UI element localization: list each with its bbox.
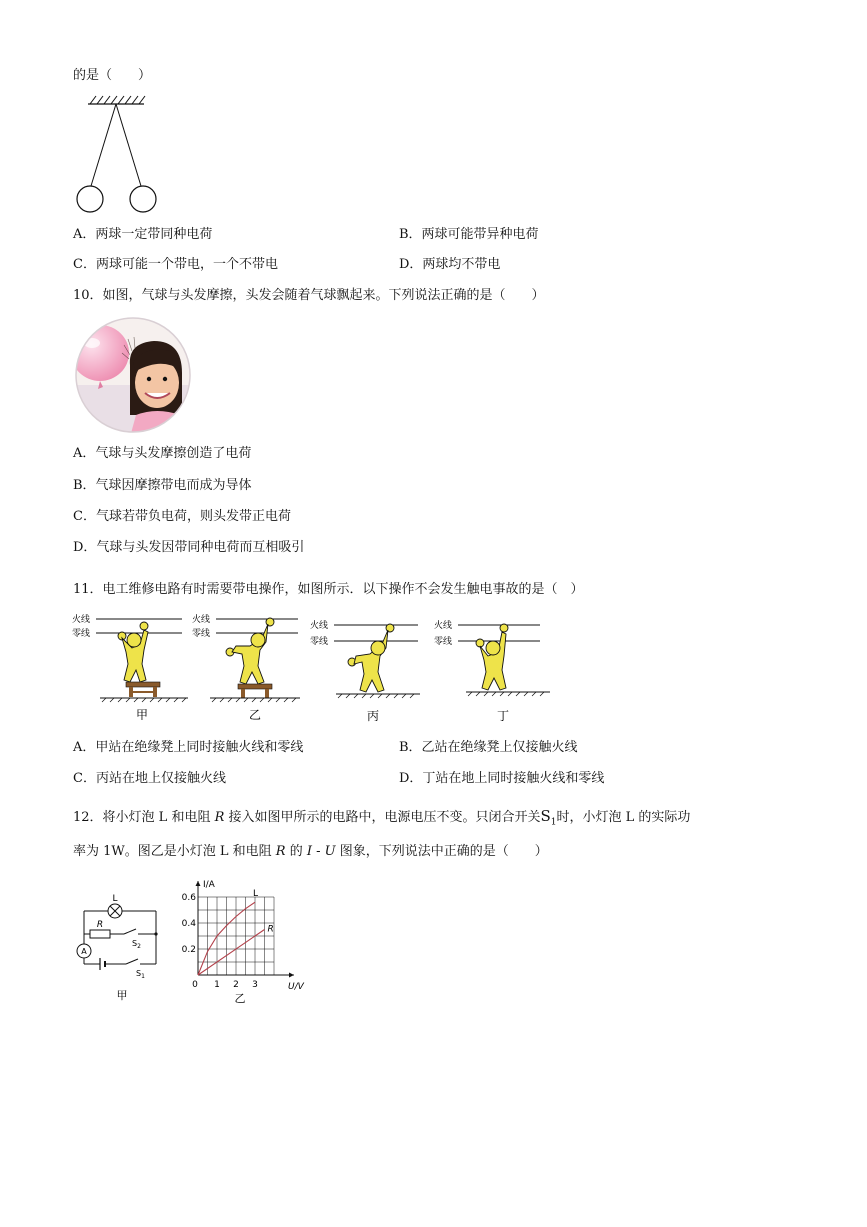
q10-option-c: C．气球若带负电荷，则头发带正电荷 (73, 509, 291, 524)
q10-option-d: D．气球与头发因带同种电荷而互相吸引 (73, 540, 305, 555)
lamp-label: L (112, 894, 118, 904)
q10-option-b: B．气球因摩擦带电而成为导体 (73, 478, 252, 493)
q11-stem: 11．电工维修电路有时需要带电操作，如图所示．以下操作不会发生触电事故的是（ ） (73, 582, 584, 597)
chart-caption: 乙 (234, 992, 246, 1005)
y-axis-label: I/A (203, 880, 215, 890)
series-label-L: L (253, 889, 259, 900)
q9-option-a: A．两球一定带同种电荷 (73, 227, 213, 242)
q12-stem-line1: 12．将小灯泡 L 和电阻 R 接入如图甲所示的电路中，电源电压不变。只闭合开关$S_1$时，小灯泡 L 的实际功 (73, 807, 691, 828)
right-ball (130, 186, 156, 212)
q11-option-b: B．乙站在绝缘凳上仅接触火线 (399, 740, 578, 755)
q11-option-a: A．甲站在绝缘凳上同时接触火线和零线 (73, 740, 304, 755)
x-tick-label: 1 (214, 980, 220, 990)
switch2-label: $S_2$ (132, 939, 141, 950)
q11-option-c: C．丙站在地上仅接触火线 (73, 771, 226, 786)
iu-graph (180, 872, 315, 1007)
neutral-wire-label: 零线 (434, 637, 453, 647)
q11-option-d: D．丁站在地上同时接触火线和零线 (399, 771, 605, 786)
x-axis-label: U/V (288, 982, 304, 992)
question-stem-tail: 的是（ ） (73, 68, 152, 83)
neutral-wire-label: 零线 (72, 629, 91, 639)
balloon-girl-photo (70, 315, 200, 437)
figure-yi (190, 608, 305, 720)
series-label-R: R (267, 924, 274, 935)
left-ball (77, 186, 103, 212)
caption-jia: 甲 (135, 708, 149, 720)
live-wire-label: 火线 (310, 621, 329, 631)
caption-ding: 丁 (496, 709, 510, 723)
neutral-wire-label: 零线 (192, 629, 211, 639)
switch1-label: $S_1$ (136, 969, 145, 980)
x-axis-arrow (289, 973, 294, 978)
x-tick-label: 0 (192, 980, 198, 990)
circuit-diagram (70, 890, 170, 1005)
y-axis-arrow (196, 881, 201, 886)
live-wire-label: 火线 (434, 621, 453, 631)
figure-bing (308, 612, 428, 724)
caption-bing: 丙 (366, 709, 380, 723)
q10-option-a: A．气球与头发摩擦创造了电荷 (73, 446, 252, 461)
caption-yi: 乙 (248, 708, 262, 720)
series-line-R (198, 930, 265, 976)
live-wire-label: 火线 (72, 615, 91, 625)
live-wire-label: 火线 (192, 615, 211, 625)
q9-option-c: C．两球可能一个带电，一个不带电 (73, 257, 278, 272)
q12-stem-line2: 率为 1W。图乙是小灯泡 L 和电阻 R 的 I - U 图象，下列说法中正确的是（ ） (73, 844, 548, 859)
y-tick-label: 0.4 (181, 919, 196, 929)
hanging-balls-figure (70, 90, 160, 220)
q10-stem: 10．如图，气球与头发摩擦，头发会随着气球飘起来。下列说法正确的是（ ） (73, 288, 545, 303)
q9-option-b: B．两球可能带异种电荷 (399, 227, 539, 242)
chart-axes (196, 881, 295, 978)
ammeter-label: A (81, 947, 87, 956)
y-tick-label: 0.2 (181, 945, 196, 955)
y-tick-label: 0.6 (181, 893, 196, 903)
circuit-caption: 甲 (116, 989, 128, 1002)
figure-ding (432, 612, 557, 724)
figure-jia (70, 608, 195, 720)
neutral-wire-label: 零线 (310, 637, 329, 647)
chart-grid (198, 897, 274, 975)
resistor-label: R (96, 920, 104, 930)
q9-option-d: D．两球均不带电 (399, 257, 501, 272)
x-tick-label: 2 (233, 980, 239, 990)
x-tick-label: 3 (252, 980, 258, 990)
